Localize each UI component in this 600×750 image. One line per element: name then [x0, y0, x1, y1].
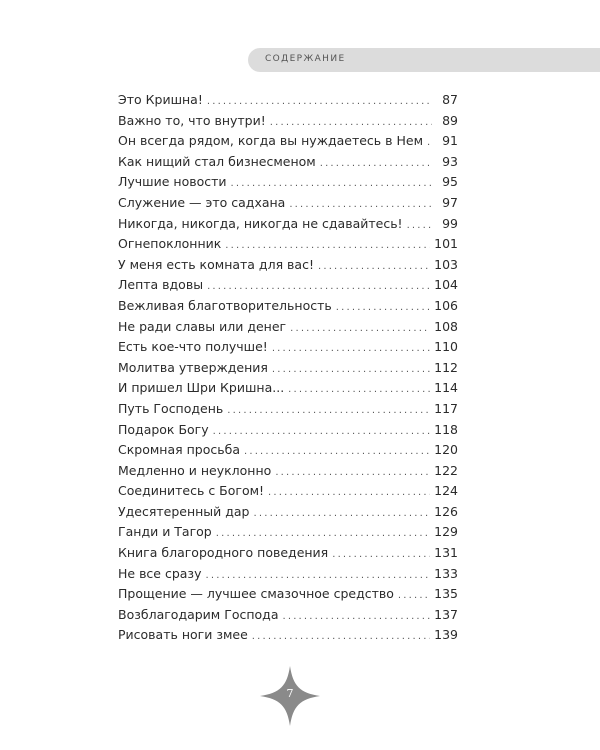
- toc-dot-leader: [332, 545, 430, 566]
- toc-entry: [118, 193, 458, 214]
- toc-entry: [118, 378, 458, 399]
- toc-entry-page: 89: [442, 112, 458, 128]
- toc-entry-page: 118: [434, 421, 458, 437]
- toc-entry-title: Медленно и неуклонно: [118, 462, 272, 478]
- toc-entry-title: Не все сразу: [118, 565, 202, 581]
- toc-entry: [118, 420, 458, 441]
- toc-entry-page: 103: [434, 256, 458, 272]
- toc-entry-title: Лучшие новости: [118, 174, 227, 190]
- page-number: 7: [286, 687, 294, 700]
- toc-dot-leader: [216, 524, 430, 545]
- toc-entry: [118, 255, 458, 276]
- toc-entry: [118, 152, 458, 173]
- toc-entry-page: 110: [434, 339, 458, 355]
- toc-dot-leader: [231, 174, 432, 195]
- running-header-label: СОДЕРЖАНИЕ: [265, 54, 346, 64]
- toc-entry-title: Соединитесь с Богом!: [118, 483, 265, 499]
- toc-dot-leader: [207, 277, 430, 298]
- toc-entry-page: 101: [434, 236, 458, 252]
- toc-entry: [118, 358, 458, 379]
- table-of-contents: [118, 90, 458, 646]
- toc-dot-leader: [320, 154, 432, 175]
- toc-entry-title: Важно то, что внутри!: [118, 112, 266, 128]
- toc-dot-leader: [227, 401, 430, 422]
- toc-entry-title: Служение — это садхана: [118, 194, 286, 210]
- toc-entry: [118, 522, 458, 543]
- toc-entry-title: Скромная просьба: [118, 442, 240, 458]
- toc-entry-title: Ганди и Тагор: [118, 524, 212, 540]
- toc-entry-title: Возблагодарим Господа: [118, 606, 279, 622]
- toc-entry-page: 106: [434, 297, 458, 313]
- toc-entry-title: Он всегда рядом, когда вы нуждаетесь в Нем: [118, 133, 423, 149]
- toc-entry-page: 108: [434, 318, 458, 334]
- toc-entry-title: Никогда, никогда, никогда не сдавайтесь!: [118, 215, 403, 231]
- toc-entry: [118, 625, 458, 646]
- toc-entry-title: Лепта вдовы: [118, 277, 204, 293]
- toc-dot-leader: [207, 92, 432, 113]
- toc-entry-title: Огнепоклонник: [118, 236, 222, 252]
- toc-dot-leader: [318, 257, 430, 278]
- toc-entry-page: 126: [434, 503, 458, 519]
- toc-entry-page: 137: [434, 606, 458, 622]
- toc-entry-title: Есть кое-что получше!: [118, 339, 268, 355]
- toc-entry: [118, 296, 458, 317]
- toc-entry-title: Вежливая благотворительность: [118, 297, 332, 313]
- toc-entry-page: 95: [442, 174, 458, 190]
- toc-entry-page: 87: [442, 92, 458, 107]
- toc-entry: [118, 214, 458, 235]
- toc-dot-leader: [282, 607, 430, 628]
- toc-entry-title: Как нищий стал бизнесменом: [118, 153, 316, 169]
- toc-entry-title: Книга благородного поведения: [118, 545, 329, 561]
- toc-entry-page: 97: [442, 194, 458, 210]
- toc-entry: [118, 131, 458, 152]
- toc-dot-leader: [272, 339, 430, 360]
- toc-dot-leader: [288, 380, 430, 401]
- toc-entry: [118, 399, 458, 420]
- toc-entry-page: 93: [442, 153, 458, 169]
- toc-entry-page: 131: [434, 545, 458, 561]
- toc-dot-leader: [398, 586, 430, 607]
- toc-entry: [118, 584, 458, 605]
- toc-dot-leader: [252, 627, 430, 648]
- toc-entry-title: У меня есть комната для вас!: [118, 256, 314, 272]
- toc-entry-title: Рисовать ноги змее: [118, 627, 248, 643]
- toc-entry-page: 120: [434, 442, 458, 458]
- toc-dot-leader: [272, 360, 430, 381]
- toc-entry-title: Подарок Богу: [118, 421, 209, 437]
- toc-dot-leader: [205, 566, 430, 587]
- toc-entry-title: Прощение — лучшее смазочное средство: [118, 586, 394, 602]
- toc-entry-title: Путь Господень: [118, 400, 224, 416]
- toc-entry: [118, 317, 458, 338]
- toc-dot-leader: [289, 195, 432, 216]
- toc-entry-page: 99: [442, 215, 458, 231]
- toc-entry: [118, 275, 458, 296]
- toc-entry-page: 112: [434, 359, 458, 375]
- toc-entry-title: Не ради славы или денег: [118, 318, 287, 334]
- toc-entry-page: 114: [434, 380, 458, 396]
- toc-entry: [118, 172, 458, 193]
- toc-entry: [118, 502, 458, 523]
- toc-entry: [118, 337, 458, 358]
- toc-entry: [118, 440, 458, 461]
- toc-entry-page: 122: [434, 462, 458, 478]
- toc-entry-page: 133: [434, 565, 458, 581]
- toc-dot-leader: [213, 422, 430, 443]
- toc-dot-leader: [254, 504, 431, 525]
- toc-entry: [118, 111, 458, 132]
- toc-entry: [118, 543, 458, 564]
- toc-entry: [118, 481, 458, 502]
- toc-entry-page: 91: [442, 133, 458, 149]
- toc-entry: [118, 90, 458, 111]
- toc-entry-page: 124: [434, 483, 458, 499]
- toc-dot-leader: [244, 442, 430, 463]
- toc-entry: [118, 605, 458, 626]
- toc-entry-page: 117: [434, 400, 458, 416]
- toc-dot-leader: [427, 133, 432, 154]
- toc-dot-leader: [336, 298, 430, 319]
- toc-entry: [118, 461, 458, 482]
- toc-dot-leader: [275, 463, 430, 484]
- toc-dot-leader: [268, 483, 430, 504]
- toc-dot-leader: [290, 319, 430, 340]
- toc-entry-page: 139: [434, 627, 458, 643]
- toc-entry-page: 104: [434, 277, 458, 293]
- toc-dot-leader: [270, 113, 432, 134]
- running-header: [248, 48, 600, 72]
- toc-entry-title: Молитва утверждения: [118, 359, 268, 375]
- toc-entry-title: Удесятеренный дар: [118, 503, 250, 519]
- toc-dot-leader: [407, 216, 432, 237]
- toc-entry: [118, 564, 458, 585]
- toc-entry: [118, 234, 458, 255]
- toc-entry-page: 135: [434, 586, 458, 602]
- toc-dot-leader: [225, 236, 430, 257]
- toc-entry-title: И пришел Шри Кришна...: [118, 380, 285, 396]
- toc-entry-page: 129: [434, 524, 458, 540]
- toc-entry-title: Это Кришна!: [118, 92, 203, 107]
